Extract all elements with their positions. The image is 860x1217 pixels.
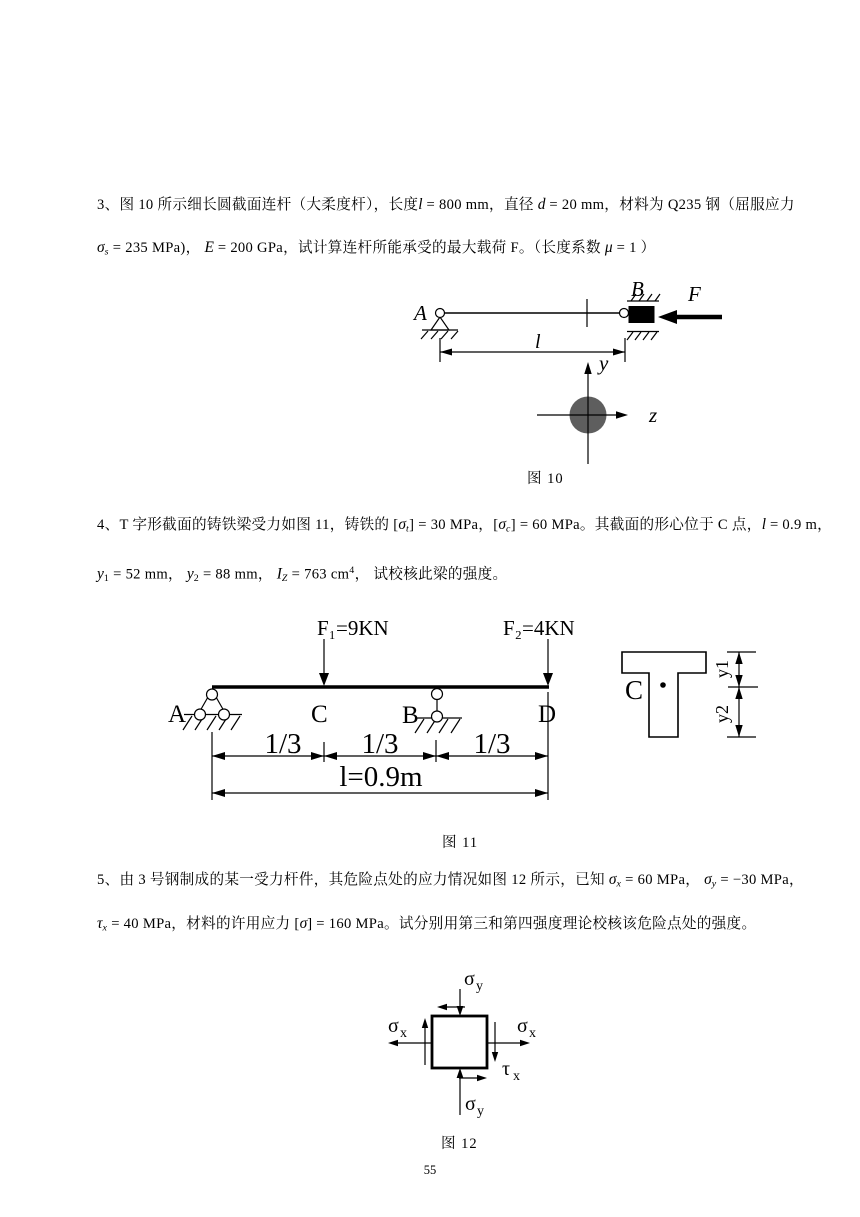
problem-4-line-2 [97,560,507,590]
figure-10-rod-diagram [400,270,760,470]
fig12-tau-x-label: τ [502,1058,511,1080]
text-segment: y [711,878,717,890]
text-segment: = 800 mm，直径 [422,197,538,213]
fig11-section-label-C: C [625,675,644,705]
fig11-dim-seg3: 1/3 [473,728,511,760]
fig12-sigma-y-bottom-label: σ [465,1093,476,1115]
fig12-sigma-x-left-sub: x [400,1026,407,1041]
fig12-sigma-x-right-label: σ [517,1015,528,1037]
text-segment: ] = 160 MPa。试分别用第三和第四强度理论校核该危险点处的强度。 [307,916,757,932]
fig11-load-F2: F₂=4KN [503,616,575,640]
fig12-sigma-y-bottom-sub: y [477,1104,484,1119]
figure-11-beam-diagram [150,612,770,842]
text-segment: 4、T 字形截面的铸铁梁受力如图 11，铸铁的 [ [97,517,399,533]
text-segment: l [761,516,766,533]
text-segment: μ [604,239,613,256]
figure-11-caption: 图 11 [442,835,479,851]
figure-12-caption: 图 12 [441,1136,478,1152]
text-segment: = 88 mm， [199,566,277,583]
fig11-dim-y2: y2 [712,705,732,723]
text-segment: ， 试校核此梁的强度。 [354,566,508,583]
fig10-force-arrow [658,310,722,324]
fig11-dim-seg1: 1/3 [264,728,302,760]
figure-10-caption: 图 10 [527,471,564,487]
fig11-load-F1: F₁=9KN [317,616,389,640]
text-segment: σ [608,871,617,888]
fig11-dim-seg2: 1/3 [361,728,399,760]
fig10-label-z: z [649,403,658,427]
fig10-slider-support-B [620,294,661,340]
text-segment: 5、由 3 号钢制成的某一受力杆件，其危险点处的应力情况如图 12 所示，已知 [97,872,609,888]
problem-5-line-1 [97,869,804,895]
text-segment: l [418,196,423,213]
text-segment: = 763 cm [287,566,350,583]
page-number: 55 [423,1163,437,1177]
fig12-sigma-x-right-arrow [487,1040,530,1046]
problem-5-line-2 [97,913,756,939]
text-segment: x [616,878,622,890]
fig11-dim-total: l=0.9m [339,761,423,793]
text-segment: σ [704,871,712,888]
text-segment: = 60 MPa， [621,872,705,888]
fig12-shear-right-arrow [492,1022,498,1062]
text-segment: I [276,565,282,583]
problem-3-line-2 [97,237,656,263]
fig11-label-A: A [168,701,187,728]
text-segment: x [102,922,108,934]
fig12-sigma-y-top-label: σ [464,968,475,990]
text-segment: = 200 GPa，试计算连杆所能承受的最大载荷 F。（长度系数 [213,240,605,256]
fig11-label-B: B [402,702,419,729]
text-segment: ] = 60 MPa。其截面的形心位于 C 点， [510,517,762,533]
text-segment: t [406,523,410,535]
text-segment: σ [398,516,407,533]
text-segment: d [537,196,546,213]
text-segment: σ [299,915,308,932]
fig10-label-F: F [688,282,701,306]
text-segment: E [204,239,214,256]
problem-4-line-1 [97,514,832,540]
fig12-sigma-y-top-sub: y [476,979,483,994]
fig11-hatching-A [183,716,240,730]
fig10-label-y: y [599,351,609,375]
fig12-sigma-x-left-label: σ [388,1015,399,1037]
fig12-sigma-y-bottom-arrow [457,1068,464,1115]
figure-12-stress-element [375,955,555,1125]
fig11-arrow-F1 [319,639,329,686]
fig11-centroid-dot [660,682,666,688]
text-segment: = 1 ） [612,240,656,256]
fig12-sigma-x-right-sub: x [529,1026,536,1041]
fig11-arrow-F2 [543,639,553,686]
fig10-label-l: l [535,331,541,353]
text-segment: = 0.9 m， [766,517,833,533]
text-segment: Z [281,572,288,584]
problem-3-line-1 [97,194,795,216]
fig10-dimension-l [440,338,625,362]
text-segment: y [186,565,194,583]
fig10-hatching-B-bottom [627,332,657,340]
text-segment: = 52 mm， [109,566,187,583]
text-segment: σ [97,239,105,256]
text-segment: 2 [193,572,199,584]
fig10-label-B: B [631,277,644,301]
fig10-hatching-A [421,331,458,339]
text-segment: 1 [103,572,110,584]
text-segment: = −30 MPa， [716,872,804,888]
text-segment: τ [97,915,103,932]
fig12-sigma-y-top-arrow [457,989,464,1016]
fig11-roller-support-B [415,689,462,734]
fig11-label-C: C [311,701,328,728]
text-segment: = 20 mm，材料为 Q235 钢（屈服应力 [545,197,795,213]
text-segment: = 235 MPa)， [108,240,205,256]
text-segment: 4 [349,565,355,576]
fig12-element-square [432,1016,487,1068]
text-segment: σ [498,516,507,533]
text-segment: 3、图 10 所示细长圆截面连杆（大柔度杆），长度 [97,197,419,213]
text-segment: y [97,565,104,583]
text-segment: ] = 30 MPa，[ [409,517,499,533]
text-segment: s [104,246,109,258]
fig12-tau-x-sub: x [513,1069,520,1084]
fig11-label-D: D [538,701,557,728]
fig11-pin-support-A [183,689,242,730]
text-segment: c [506,523,511,535]
fig12-shear-left-arrow [422,1018,428,1065]
text-segment: = 40 MPa，材料的许用应力 [ [107,916,300,932]
fig11-dim-y1: y1 [712,660,732,678]
fig10-label-A: A [414,301,427,325]
